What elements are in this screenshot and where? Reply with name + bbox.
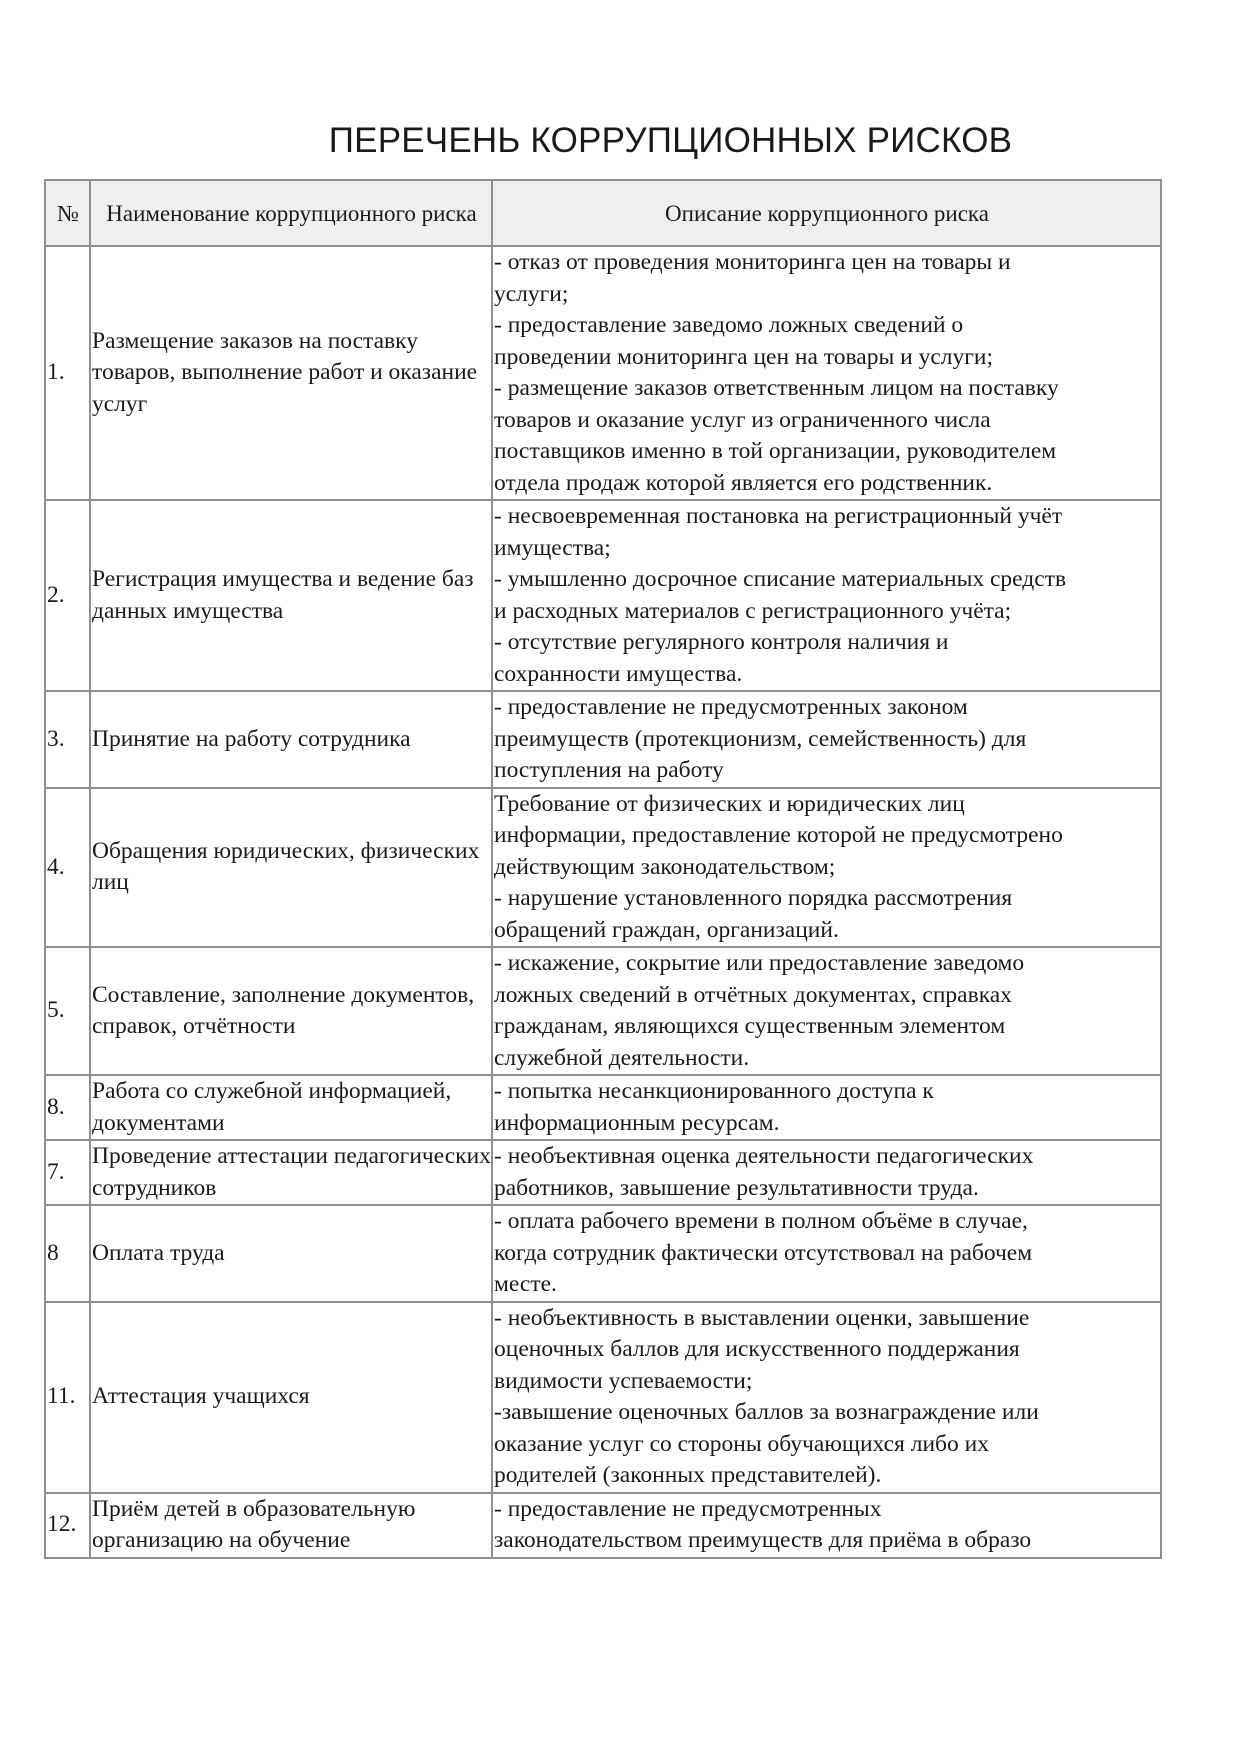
risk-name: Составление, заполнение документов, справок, отчётности	[90, 947, 492, 1075]
table-row	[45, 1493, 1161, 1558]
row-number: 8	[45, 1205, 90, 1302]
risk-description	[492, 500, 1161, 691]
risk-description	[492, 1493, 1161, 1558]
risk-description	[492, 1302, 1161, 1493]
risk-description-line: оценочных баллов для искусственного поддержания	[494, 1336, 1020, 1362]
table-row	[45, 691, 1161, 788]
table-row	[45, 500, 1161, 691]
risk-description-line: - предоставление не предусмотренных	[494, 1495, 882, 1522]
risk-description-line: видимости успеваемости;	[494, 1367, 753, 1394]
risk-description-line: - оплата рабочего времени в полном объёме в случае,	[494, 1208, 1028, 1234]
table-row	[45, 947, 1161, 1075]
risk-description	[492, 1140, 1161, 1205]
row-number: 8.	[45, 1075, 90, 1140]
risk-name: Регистрация имущества и ведение баз данных имущества	[90, 500, 492, 691]
risk-description-line: служебной деятельности.	[494, 1044, 750, 1071]
row-number: 3.	[45, 691, 90, 788]
row-number: 1.	[45, 246, 90, 500]
corruption-risk-table	[44, 179, 1162, 1559]
column-header-number: №	[45, 180, 90, 246]
risk-description	[492, 1205, 1161, 1302]
risk-name: Принятие на работу сотрудника	[90, 691, 492, 788]
risk-description-line: обращений граждан, организаций.	[494, 916, 839, 943]
risk-description-line: товаров и оказание услуг из ограниченного числа	[494, 406, 991, 433]
row-number: 12.	[45, 1493, 90, 1558]
risk-description-line: поставщиков именно в той организации, руководителем	[494, 438, 1057, 464]
risk-description-line: оказание услуг со стороны обучающихся либо их	[494, 1430, 989, 1457]
risk-description-line: и расходных материалов с регистрационного учёта;	[494, 597, 1012, 624]
risk-description-line: отдела продаж которой является его родственник.	[494, 469, 993, 496]
risk-description-line: - отсутствие регулярного контроля наличия и	[494, 629, 949, 655]
risk-description	[492, 947, 1161, 1075]
risk-description-line: имущества;	[494, 534, 611, 561]
risk-description-line: законодательством преимуществ для приёма в образо	[494, 1527, 1032, 1553]
risk-name: Обращения юридических, физических лиц	[90, 788, 492, 948]
risk-description-line: работников, завышение результативности труда.	[494, 1174, 979, 1201]
table-header-row	[45, 180, 1161, 246]
risk-description-line: - попытка несанкционированного доступа к	[494, 1078, 934, 1104]
risk-description	[492, 788, 1161, 948]
risk-description-line: информации, предоставление которой не предусмотрено	[494, 822, 1063, 848]
risk-description-line: - нарушение установленного порядка рассмотрения	[494, 885, 1013, 911]
risk-name: Размещение заказов на поставку товаров, выполнение работ и оказание услуг	[90, 246, 492, 500]
risk-description-line: - предоставление заведомо ложных сведений о	[494, 312, 964, 338]
risk-description-line: Требование от физических и юридических лиц	[494, 790, 965, 817]
risk-description-line: поступления на работу	[494, 757, 724, 783]
column-header-name: Наименование коррупционного риска	[90, 180, 492, 246]
risk-description-line: действующим законодательством;	[494, 853, 836, 880]
table-body	[45, 246, 1161, 1558]
risk-description-line: - умышленно досрочное списание материальных средств	[494, 566, 1067, 592]
risk-description-line: - необъективная оценка деятельности педагогических	[494, 1143, 1034, 1169]
risk-name: Работа со служебной информацией, документами	[90, 1075, 492, 1140]
risk-description	[492, 246, 1161, 500]
table-row	[45, 1140, 1161, 1205]
risk-description-line: - предоставление не предусмотренных законом	[494, 694, 968, 720]
risk-description-line: проведении мониторинга цен на товары и услуги;	[494, 343, 994, 370]
risk-description-line: ложных сведений в отчётных документах, справках	[494, 981, 1012, 1008]
risk-description-line: - необъективность в выставлении оценки, завышение	[494, 1304, 1030, 1331]
risk-name: Приём детей в образовательную организацию на обучение	[90, 1493, 492, 1558]
risk-name: Аттестация учащихся	[90, 1302, 492, 1493]
table-row	[45, 1205, 1161, 1302]
row-number: 2.	[45, 500, 90, 691]
risk-description-line: когда сотрудник фактически отсутствовал на рабочем	[494, 1239, 1033, 1266]
risk-description	[492, 1075, 1161, 1140]
risk-description-line: родителей (законных представителей).	[494, 1462, 882, 1488]
risk-description-line: -завышение оценочных баллов за вознаграждение или	[494, 1399, 1039, 1425]
table-row	[45, 246, 1161, 500]
row-number: 4.	[45, 788, 90, 948]
row-number: 7.	[45, 1140, 90, 1205]
risk-description-line: информационным ресурсам.	[494, 1109, 780, 1136]
table-row	[45, 788, 1161, 948]
table-row	[45, 1075, 1161, 1140]
row-number: 5.	[45, 947, 90, 1075]
risk-description-line: - размещение заказов ответственным лицом на поставку	[494, 375, 1059, 401]
risk-description-line: гражданам, являющихся существенным элементом	[494, 1013, 1006, 1039]
risk-description-line: услуги;	[494, 280, 569, 307]
risk-description-line: - несвоевременная постановка на регистрационный учёт	[494, 503, 1063, 529]
table-row	[45, 1302, 1161, 1493]
risk-description	[492, 691, 1161, 788]
risk-name: Оплата труда	[90, 1205, 492, 1302]
row-number: 11.	[45, 1302, 90, 1493]
risk-description-line: - отказ от проведения мониторинга цен на товары и	[494, 249, 1011, 275]
page-title: ПЕРЕЧЕНЬ КОРРУПЦИОННЫХ РИСКОВ	[328, 121, 1013, 160]
risk-name: Проведение аттестации педагогических сотрудников	[90, 1140, 492, 1205]
column-header-description: Описание коррупционного риска	[492, 180, 1161, 246]
risk-description-line: сохранности имущества.	[494, 660, 743, 687]
risk-description-line: - искажение, сокрытие или предоставление заведомо	[494, 950, 1025, 976]
risk-description-line: месте.	[494, 1271, 557, 1297]
risk-description-line: преимуществ (протекционизм, семейственность) для	[494, 725, 1027, 752]
